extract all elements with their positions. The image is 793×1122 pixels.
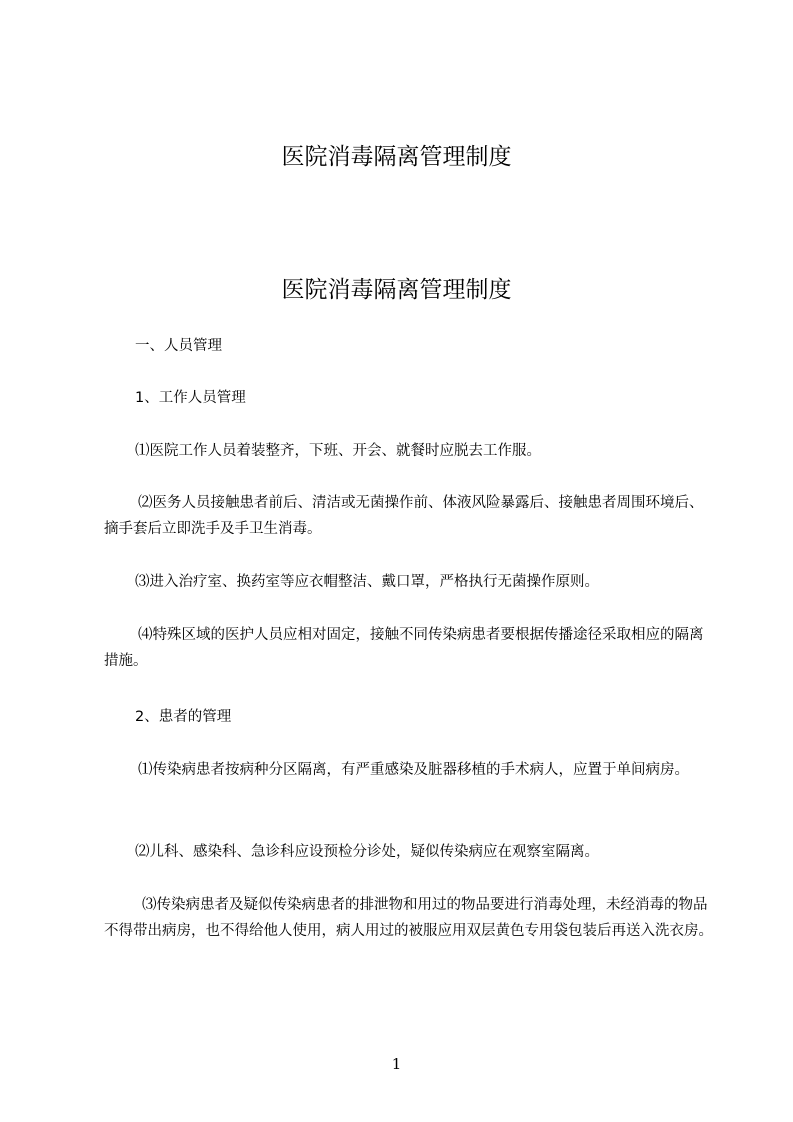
paragraph-patients-3: ⑶传染病患者及疑似传染病患者的排泄物和用过的物品要进行消毒处理，未经消毒的物品不得带出病房，也不得给他人使用，病人用过的被服应用双层黄色专用袋包装后再送入洗衣房。 [104,897,713,939]
paragraph-staff-4: ⑷特殊区域的医护人员应相对固定，接触不同传染病患者要根据传播途径采取相应的隔离措施。 [104,627,704,669]
cover-title: 医院消毒隔离管理制度 [281,144,512,170]
paragraph-staff-3: ⑶进入治疗室、换药室等应衣帽整洁、戴口罩，严格执行无菌操作原则。 [135,574,599,590]
page-number: 1 [391,1055,402,1073]
page-title: 医院消毒隔离管理制度 [281,277,512,303]
paragraph-staff-2: ⑵医务人员接触患者前后、清洁或无菌操作前、体液风险暴露后、接触患者周围环境后、摘手套后立即洗手及手卫生消毒。 [104,495,704,537]
subsection-heading-patients: 2、患者的管理 [135,709,232,725]
subsection-heading-staff: 1、工作人员管理 [135,390,246,406]
section-heading-personnel: 一、人员管理 [135,338,222,354]
paragraph-patients-1: ⑴传染病患者按病种分区隔离，有严重感染及脏器移植的手术病人，应置于单间病房。 [138,762,689,778]
paragraph-patients-2: ⑵儿科、感染科、急诊科应设预检分诊处，疑似传染病应在观察室隔离。 [135,844,599,860]
paragraph-staff-1: ⑴医院工作人员着装整齐，下班、开会、就餐时应脱去工作服。 [135,443,541,459]
